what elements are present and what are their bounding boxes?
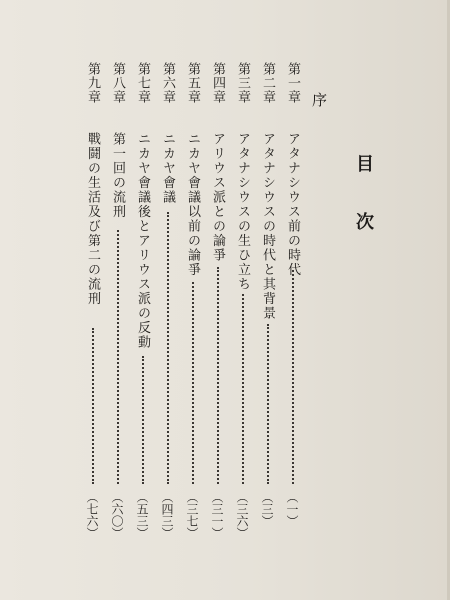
toc-heading: 目次 [353, 154, 374, 270]
chapter-number: 第七章 [135, 62, 150, 104]
toc-entry-4 [211, 62, 227, 542]
page-number: （三） [260, 491, 274, 527]
preface-entry: 序 [310, 92, 328, 107]
chapter-title: アリウス派との論爭 [210, 132, 225, 263]
chapter-title: ニカヤ會議以前の論爭 [185, 132, 200, 277]
toc-entry-3 [236, 62, 252, 542]
page-number: （六〇） [110, 491, 124, 539]
toc-entry-6 [161, 62, 177, 542]
leader-dots [92, 328, 97, 484]
chapter-number: 第六章 [160, 62, 175, 104]
toc-entry-2 [261, 62, 277, 542]
page-number: （五三） [135, 491, 149, 539]
chapter-title: アタナシウスの生ひ立ち [235, 132, 250, 292]
toc-entry-8 [111, 62, 127, 542]
page-number: （一） [285, 491, 299, 527]
chapter-title: 第一回の流刑 [110, 132, 125, 219]
leader-dots [192, 282, 197, 484]
page-number: （七六） [85, 491, 99, 539]
chapter-number: 第八章 [110, 62, 125, 104]
chapter-number: 第三章 [235, 62, 250, 104]
page-number: （三七） [185, 491, 199, 539]
page-number: （四三） [160, 491, 174, 539]
toc-entry-1 [286, 62, 302, 542]
leader-dots [242, 294, 247, 484]
leader-dots [167, 212, 172, 484]
page-number: （三六） [235, 491, 249, 539]
chapter-title: 戰鬪の生活及び第二の流刑 [85, 132, 100, 306]
chapter-title: ニカヤ會議 [160, 132, 175, 205]
page-number: （三一） [210, 491, 224, 539]
leader-dots [217, 267, 222, 484]
toc-entry-7 [136, 62, 152, 542]
leader-dots [267, 324, 272, 484]
leader-dots [117, 230, 122, 484]
chapter-number: 第四章 [210, 62, 225, 104]
chapter-number: 第一章 [285, 62, 300, 104]
leader-dots [292, 270, 297, 484]
toc-entry-9 [86, 62, 102, 542]
chapter-title: アタナシウスの時代と其背景 [260, 132, 275, 321]
chapter-title: アタナシウス前の時代 [285, 132, 300, 277]
chapter-title: ニカヤ會議後とアリウス派の反動 [135, 132, 150, 350]
leader-dots [142, 356, 147, 484]
chapter-number: 第九章 [85, 62, 100, 104]
chapter-number: 第五章 [185, 62, 200, 104]
chapter-number: 第二章 [260, 62, 275, 104]
toc-entry-5 [186, 62, 202, 542]
